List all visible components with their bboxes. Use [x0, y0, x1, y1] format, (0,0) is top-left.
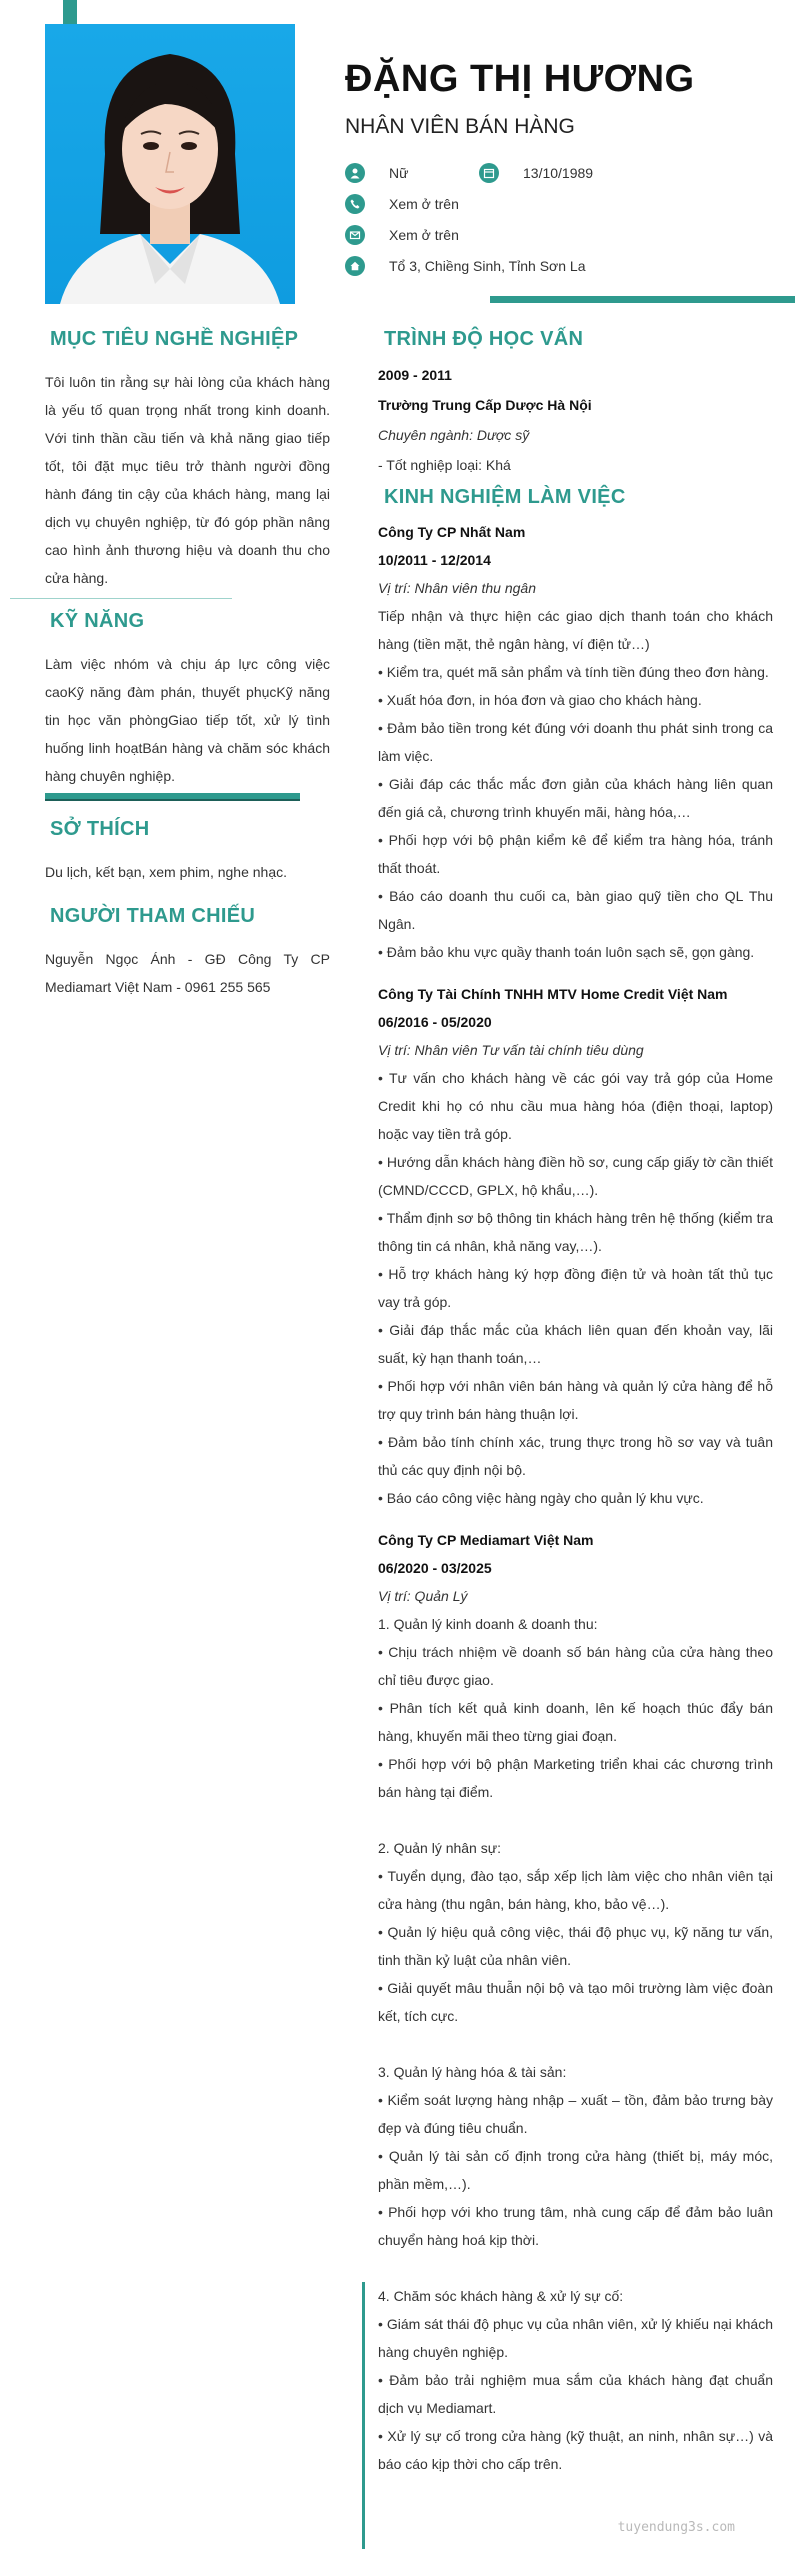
job-duty: • Đảm bảo trải nghiệm mua sắm của khách hàng đạt chuẩn dịch vụ Mediamart. — [378, 2372, 773, 2416]
education-section — [378, 360, 773, 480]
job-duty: • Kiểm soát lượng hàng nhập – xuất – tồn, đảm bảo trưng bày đẹp và đúng tiêu chuẩn. — [378, 2092, 773, 2136]
job-duty: • Xử lý sự cố trong cửa hàng (kỹ thuật, an ninh, nhân sự…) và báo cáo kịp thời cho cấp trên. — [378, 2428, 773, 2472]
home-icon — [345, 256, 365, 276]
job-duty: Tiếp nhận và thực hiện các giao dịch thanh toán cho khách hàng (tiền mặt, thẻ ngân hàng, ví điện tử…) — [378, 608, 773, 652]
hobbies-text: Du lịch, kết bạn, xem phim, nghe nhạc. — [45, 864, 288, 880]
job-duty: • Thẩm định sơ bộ thông tin khách hàng trên hệ thống (kiểm tra thông tin cá nhân, khả năng vay,…). — [378, 1210, 773, 1254]
education-title: TRÌNH ĐỘ HỌC VẤN — [384, 328, 584, 350]
job-duty: • Xuất hóa đơn, in hóa đơn và giao cho khách hàng. — [378, 692, 702, 708]
phone-icon — [345, 194, 365, 214]
job-position: Vị trí: Nhân viên thu ngân — [378, 580, 536, 596]
reference-text: Nguyễn Ngọc Ánh - GĐ Công Ty CP Mediamart Việt Nam - 0961 255 565 — [45, 951, 330, 995]
birthdate-value: 13/10/1989 — [523, 165, 594, 181]
job-company: Công Ty CP Mediamart Việt Nam — [378, 1532, 594, 1548]
hobbies-title: SỞ THÍCH — [50, 818, 150, 840]
education-major: Chuyên ngành: Dược sỹ — [378, 427, 530, 443]
job-duty: • Đảm bảo tính chính xác, trung thực trong hồ sơ vay và tuân thủ các quy định nội bộ. — [378, 1434, 773, 1478]
job-entry — [378, 1526, 773, 2478]
job-duty: • Giải quyết mâu thuẫn nội bộ và tạo môi trường làm việc đoàn kết, tích cực. — [378, 1980, 773, 2024]
job-duty: • Kiểm tra, quét mã sản phẩm và tính tiền đúng theo đơn hàng. — [378, 664, 769, 680]
job-duty: 3. Quản lý hàng hóa & tài sản: — [378, 2064, 567, 2080]
job-company: Công Ty Tài Chính TNHH MTV Home Credit Việt Nam — [378, 986, 728, 1002]
candidate-name: ĐẶNG THỊ HƯƠNG — [345, 58, 695, 100]
job-duty: • Hướng dẫn khách hàng điền hồ sơ, cung cấp giấy tờ cần thiết (CMND/CCCD, GPLX, hộ khẩu,…). — [378, 1154, 773, 1198]
job-duty: • Giải đáp các thắc mắc đơn giản của khách hàng liên quan đến giá cả, chương trình khuyến mãi, hàng hóa,… — [378, 776, 773, 820]
portrait-illustration — [45, 24, 295, 304]
objective-divider — [10, 598, 232, 599]
job-duty: • Giám sát thái độ phục vụ của nhân viên, xử lý khiếu nại khách hàng chuyên nghiệp. — [378, 2316, 773, 2360]
job-duty: • Quản lý tài sản cố định trong cửa hàng (thiết bị, máy móc, phần mềm,…). — [378, 2148, 773, 2192]
job-company: Công Ty CP Nhất Nam — [378, 524, 526, 540]
job-entry — [378, 518, 773, 966]
skills-title: KỸ NĂNG — [50, 610, 145, 632]
reference-section — [45, 945, 330, 1001]
job-duty: 1. Quản lý kinh doanh & doanh thu: — [378, 1616, 598, 1632]
job-duty: • Đảm bảo tiền trong két đúng với doanh thu phát sinh trong ca làm việc. — [378, 720, 773, 764]
education-grade: - Tốt nghiệp loại: Khá — [378, 457, 511, 473]
job-duty: • Đảm bảo khu vực quầy thanh toán luôn sạch sẽ, gọn gàng. — [378, 944, 755, 960]
job-duty: 4. Chăm sóc khách hàng & xử lý sự cố: — [378, 2288, 624, 2304]
reference-title: NGƯỜI THAM CHIẾU — [50, 905, 256, 927]
email-value: Xem ở trên — [389, 227, 459, 243]
gender-row — [345, 163, 593, 183]
skills-section — [45, 650, 330, 790]
email-row — [345, 225, 459, 245]
spacer — [378, 2030, 773, 2058]
job-period: 06/2016 - 05/2020 — [378, 1014, 492, 1030]
job-duty: • Phối hợp với bộ phận kiểm kê để kiểm tra hàng hóa, tránh thất thoát. — [378, 832, 773, 876]
job-duty: • Báo cáo công việc hàng ngày cho quản lý khu vực. — [378, 1490, 704, 1506]
job-position: Vị trí: Quản Lý — [378, 1588, 468, 1604]
job-duty: • Chịu trách nhiệm về doanh số bán hàng của cửa hàng theo chỉ tiêu được giao. — [378, 1644, 773, 1688]
job-duty: • Hỗ trợ khách hàng ký hợp đồng điện tử và hoàn tất thủ tục vay trả góp. — [378, 1266, 773, 1310]
user-icon — [345, 163, 365, 183]
email-icon — [345, 225, 365, 245]
skills-divider — [45, 793, 300, 801]
job-duty: • Quản lý hiệu quả công việc, thái độ phục vụ, kỹ năng tư vấn, tinh thần kỷ luật của nhân viên. — [378, 1924, 773, 1968]
job-duty: • Báo cáo doanh thu cuối ca, bàn giao quỹ tiền cho QL Thu Ngân. — [378, 888, 773, 932]
left-accent-line — [362, 2282, 365, 2549]
job-duty: • Phối hợp với bộ phận Marketing triển khai các chương trình bán hàng tại điểm. — [378, 1756, 773, 1800]
education-school: Trường Trung Cấp Dược Hà Nội — [378, 397, 592, 413]
job-period: 06/2020 - 03/2025 — [378, 1560, 492, 1576]
header-underline — [490, 296, 795, 303]
objective-text: Tôi luôn tin rằng sự hài lòng của khách hàng là yếu tố quan trọng nhất trong kinh doanh. Với tinh thần cầu tiến và khả năng giao tiếp tốt, tôi đặt mục tiêu trở thành người đồng hành đáng tin cậy của khách hàng, mang lại dịch vụ chuyên nghiệp, từ đó góp phần nâng cao hình ảnh thương hiệu và doanh thu cho cửa hàng. — [45, 374, 330, 586]
address-value: Tổ 3, Chiềng Sinh, Tỉnh Sơn La — [389, 258, 586, 274]
education-period: 2009 - 2011 — [378, 367, 452, 383]
job-entry — [378, 980, 773, 1512]
job-duty: • Tuyển dụng, đào tạo, sắp xếp lịch làm việc cho nhân viên tại cửa hàng (thu ngân, bán hàng, kho, bảo vệ…). — [378, 1868, 773, 1912]
candidate-role: NHÂN VIÊN BÁN HÀNG — [345, 115, 575, 138]
skills-text: Làm việc nhóm và chịu áp lực công việc caoKỹ năng đàm phán, thuyết phụcKỹ năng tin học văn phòngGiao tiếp tốt, xử lý tình huống linh hoạtBán hàng và chăm sóc khách hàng chuyên nghiệp. — [45, 656, 330, 784]
profile-photo — [45, 24, 295, 304]
address-row — [345, 256, 586, 276]
watermark: tuyendung3s.com — [617, 2520, 735, 2535]
objective-section — [45, 368, 330, 592]
job-duty: • Giải đáp thắc mắc của khách liên quan đến khoản vay, lãi suất, kỳ hạn thanh toán,… — [378, 1322, 773, 1366]
spacer — [378, 2254, 773, 2282]
objective-title: MỤC TIÊU NGHỀ NGHIỆP — [50, 328, 299, 350]
gender-value: Nữ — [389, 165, 409, 181]
hobbies-section — [45, 858, 330, 886]
experience-title: KINH NGHIỆM LÀM VIỆC — [384, 486, 626, 508]
job-duty: • Phối hợp với kho trung tâm, nhà cung cấp để đảm bảo luân chuyển hàng hoá kịp thời. — [378, 2204, 773, 2248]
job-duty: 2. Quản lý nhân sự: — [378, 1840, 501, 1856]
job-position: Vị trí: Nhân viên Tư vấn tài chính tiêu dùng — [378, 1042, 644, 1058]
spacer — [378, 1806, 773, 1834]
job-period: 10/2011 - 12/2014 — [378, 552, 491, 568]
phone-value: Xem ở trên — [389, 196, 459, 212]
calendar-icon — [479, 163, 499, 183]
phone-row — [345, 194, 459, 214]
job-duty: • Tư vấn cho khách hàng về các gói vay trả góp của Home Credit khi họ có nhu cầu mua hàng hóa (điện thoại, laptop) hoặc vay tiền trả góp. — [378, 1070, 773, 1142]
experience-section — [378, 518, 773, 2492]
job-duty: • Phân tích kết quả kinh doanh, lên kế hoạch thúc đẩy bán hàng, khuyến mãi theo từng giai đoạn. — [378, 1700, 773, 1744]
job-duty: • Phối hợp với nhân viên bán hàng và quản lý cửa hàng để hỗ trợ quy trình bán hàng thuận lợi. — [378, 1378, 773, 1422]
